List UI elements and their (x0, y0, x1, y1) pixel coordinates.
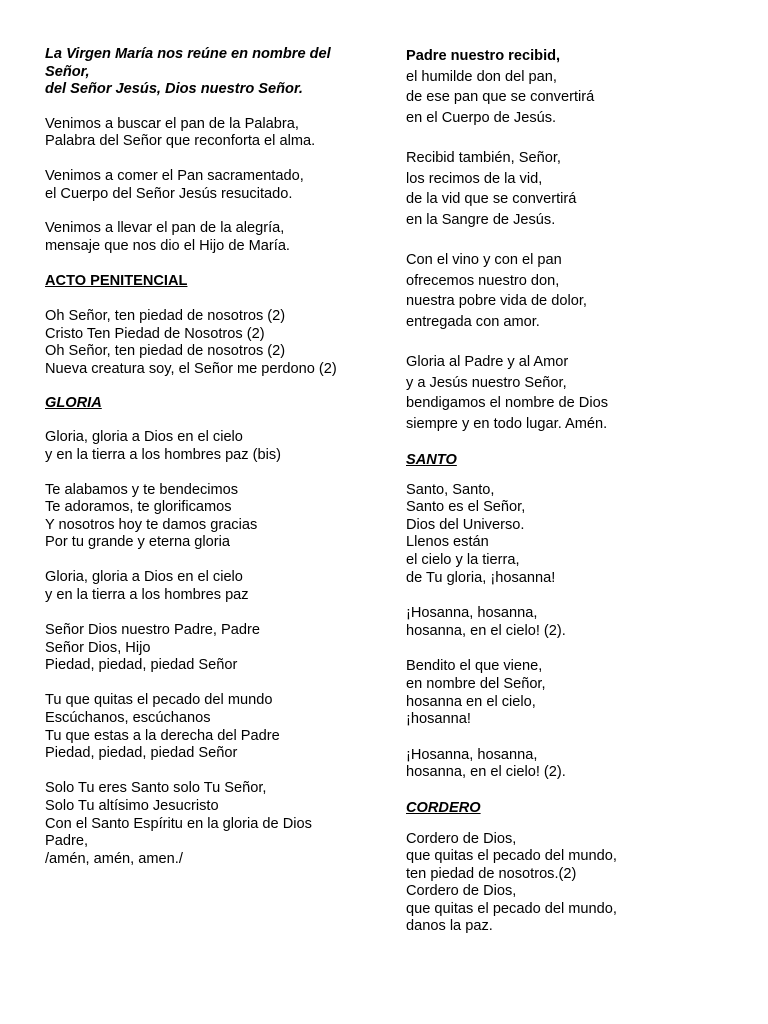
stanza (406, 605, 741, 640)
text-line: Cordero de Dios, (406, 883, 517, 900)
intro-title (45, 46, 375, 99)
stanza (45, 168, 375, 203)
stanza (406, 747, 741, 782)
text-line: Palabra del Señor que reconforta el alma. (45, 133, 316, 150)
stanza (45, 692, 375, 762)
stanza (406, 658, 741, 728)
stanza (406, 352, 741, 434)
text-line: Venimos a llevar el pan de la alegría, (45, 220, 285, 237)
stanza (45, 220, 375, 255)
text-line: Tu que estas a la derecha del Padre (45, 727, 280, 744)
stanza (45, 482, 375, 552)
text-line: en nombre del Señor, (406, 675, 546, 692)
text-line: Solo Tu altísimo Jesucristo (45, 797, 219, 814)
stanza (45, 622, 375, 675)
text-line: Cordero de Dios, (406, 830, 517, 847)
text-line: Te alabamos y te bendecimos (45, 481, 239, 498)
text-line: La Virgen María nos reúne en nombre del (45, 46, 331, 62)
text-line: Escúchanos, escúchanos (45, 710, 211, 727)
text-line: Gloria, gloria a Dios en el cielo (45, 569, 243, 586)
text-line: que quitas el pecado del mundo, (406, 900, 617, 917)
text-line: los recimos de la vid, (406, 170, 543, 187)
gloria-stanzas (45, 429, 375, 868)
text-line: hosanna, en el cielo! (2). (406, 622, 566, 639)
text-line: Llenos están (406, 534, 489, 551)
text-line: de Tu gloria, ¡hosanna! (406, 569, 556, 586)
text-line: Padre, (45, 833, 88, 850)
text-line: Con el vino y con el pan (406, 252, 562, 268)
cordero-lines (406, 831, 741, 937)
text-line: Bendito el que viene, (406, 658, 543, 675)
text-line: y en la tierra a los hombres paz (45, 587, 249, 604)
text-line: el cielo y la tierra, (406, 551, 520, 568)
offering-stanzas (406, 67, 741, 435)
text-line: Y nosotros hoy te damos gracias (45, 516, 258, 533)
santo-heading: SANTO (406, 452, 457, 468)
text-line: ¡hosanna! (406, 711, 471, 728)
text-line: ¡Hosanna, hosanna, (406, 746, 538, 763)
text-line: hosanna en el cielo, (406, 693, 536, 710)
text-line: siempre y en todo lugar. Amén. (406, 415, 608, 432)
text-line: Gloria, gloria a Dios en el cielo (45, 428, 243, 445)
text-line: en el Cuerpo de Jesús. (406, 109, 557, 126)
text-line: el Cuerpo del Señor Jesús resucitado. (45, 185, 293, 202)
text-line: Señor Dios, Hijo (45, 639, 151, 656)
stanza (406, 482, 741, 588)
text-line: mensaje que nos dio el Hijo de María. (45, 237, 290, 254)
offering-title: Padre nuestro recibid, (406, 48, 561, 64)
text-line: y a Jesús nuestro Señor, (406, 374, 567, 391)
text-line: de la vid que se convertirá (406, 191, 577, 207)
cordero-heading-wrap (406, 800, 741, 818)
stanza (406, 250, 741, 332)
text-line: Solo Tu eres Santo solo Tu Señor, (45, 780, 267, 797)
text-line: Santo, Santo, (406, 481, 495, 498)
text-line: Venimos a buscar el pan de la Palabra, (45, 115, 299, 132)
text-line: Gloria al Padre y al Amor (406, 354, 569, 370)
text-line: Dios del Universo. (406, 516, 525, 533)
stanza (45, 429, 375, 464)
cordero-heading: CORDERO (406, 799, 481, 816)
santo-heading-wrap (406, 452, 741, 470)
text-line: Señor, (45, 63, 90, 80)
text-line: el humilde don del pan, (406, 68, 557, 85)
text-line: Oh Señor, ten piedad de nosotros (2) (45, 307, 286, 324)
santo-stanzas (406, 482, 741, 782)
text-line: Oh Señor, ten piedad de nosotros (2) (45, 343, 286, 360)
text-line: Te adoramos, te glorificamos (45, 499, 232, 516)
text-line: y en la tierra a los hombres paz (bis) (45, 446, 282, 463)
text-line: entregada con amor. (406, 313, 540, 330)
text-line: Santo es el Señor, (406, 499, 526, 516)
text-line: /amén, amén, amen./ (45, 850, 183, 867)
text-line: bendigamos el nombre de Dios (406, 395, 608, 411)
text-line: Recibid también, Señor, (406, 150, 561, 166)
text-line: que quitas el pecado del mundo, (406, 848, 617, 865)
text-line: Piedad, piedad, piedad Señor (45, 745, 238, 762)
text-line: hosanna, en el cielo! (2). (406, 764, 566, 781)
stanza (45, 569, 375, 604)
text-line: Con el Santo Espíritu en la gloria de Dios (45, 815, 312, 832)
text-line: Por tu grande y eterna gloria (45, 534, 230, 551)
text-line: ten piedad de nosotros.(2) (406, 865, 577, 882)
text-line: ofrecemos nuestro don, (406, 272, 560, 289)
text-line: del Señor Jesús, Dios nuestro Señor. (45, 81, 303, 98)
text-line: de ese pan que se convertirá (406, 89, 595, 105)
left-column (45, 46, 375, 868)
text-line: nuestra pobre vida de dolor, (406, 293, 587, 309)
acto-penitencial-heading-wrap (45, 273, 375, 291)
text-line: en la Sangre de Jesús. (406, 211, 556, 228)
offering-title-wrap (406, 46, 741, 67)
acto-penitencial-heading: ACTO PENITENCIAL (45, 273, 188, 290)
text-line: Venimos a comer el Pan sacramentado, (45, 167, 304, 184)
stanza (45, 116, 375, 151)
text-line: ¡Hosanna, hosanna, (406, 605, 538, 622)
gloria-heading: GLORIA (45, 395, 102, 412)
text-line: Piedad, piedad, piedad Señor (45, 657, 238, 674)
text-line: danos la paz. (406, 918, 493, 935)
gloria-heading-wrap (45, 395, 375, 413)
stanza (45, 780, 375, 868)
stanza (406, 67, 741, 129)
acto-penitencial-lines (45, 308, 375, 378)
text-line: Nueva creatura soy, el Señor me perdono (2) (45, 360, 337, 377)
text-line: Señor Dios nuestro Padre, Padre (45, 622, 260, 639)
text-line: Cristo Ten Piedad de Nosotros (2) (45, 325, 265, 342)
stanza (406, 148, 741, 230)
intro-stanzas (45, 116, 375, 256)
right-column (406, 46, 741, 936)
text-line: Tu que quitas el pecado del mundo (45, 692, 273, 709)
